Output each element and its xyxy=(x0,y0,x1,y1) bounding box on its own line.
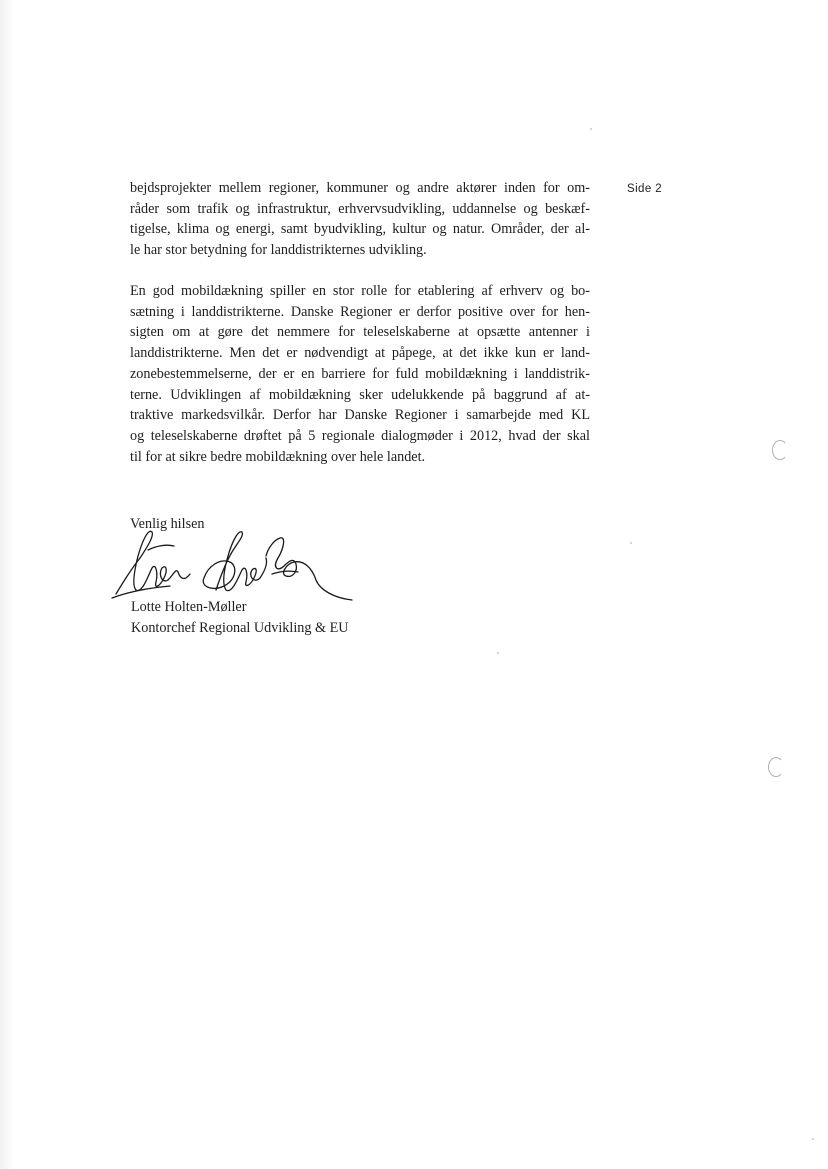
text-line: til for at sikre bedre mobildækning over hele landet. xyxy=(130,448,426,465)
closing-greeting: Venlig hilsen xyxy=(130,516,205,532)
text-line: sætning i landdistrikterne. Danske Regioner er derfor positive over for hen- xyxy=(130,303,590,320)
text-line: råder som trafik og infrastruktur, erhvervsudvikling, uddannelse og beskæf- xyxy=(130,200,590,217)
text-line: bejdsprojekter mellem regioner, kommuner og andre aktører inden for om- xyxy=(130,180,590,196)
text-line: zonebestemmelserne, der er en barriere for fuld mobildækning i landdistrik- xyxy=(130,365,590,382)
scan-speck xyxy=(590,128,592,130)
signer-name: Lotte Holten-Møller xyxy=(131,599,247,615)
text-line: le har stor betydning for landdistrikternes udvikling. xyxy=(130,242,427,259)
scan-speck xyxy=(630,542,632,544)
text-line: og teleselskaberne drøftet på 5 regionale dialogmøder i 2012, hvad der skal xyxy=(130,427,590,444)
text-line: landdistrikterne. Men det er nødvendigt at påpege, at det ikke kun er land- xyxy=(130,345,590,362)
body-paragraph-2 xyxy=(130,281,590,467)
text-line: sigten om at gøre det nemmere for teleselskaberne at opsætte antenner i xyxy=(130,324,590,341)
punch-hole-mark xyxy=(772,440,788,460)
punch-hole-mark xyxy=(768,757,784,777)
scan-page-edge xyxy=(0,0,14,1169)
text-line: traktive markedsvilkår. Derfor har Danske Regioner i samarbejde med KL xyxy=(130,407,590,424)
handwritten-signature xyxy=(108,528,358,608)
scan-speck xyxy=(497,652,499,654)
text-line: tigelse, klima og energi, samt byudvikling, kultur og natur. Områder, der al- xyxy=(130,221,590,238)
page-number: Side 2 xyxy=(627,183,663,195)
body-paragraph-1 xyxy=(130,178,590,261)
scan-speck xyxy=(812,1138,814,1140)
signer-title: Kontorchef Regional Udvikling & EU xyxy=(131,620,349,636)
text-line: En god mobildækning spiller en stor rolle for etablering af erhverv og bo- xyxy=(130,283,590,299)
text-line: terne. Udviklingen af mobildækning sker udelukkende på baggrund af at- xyxy=(130,386,590,403)
